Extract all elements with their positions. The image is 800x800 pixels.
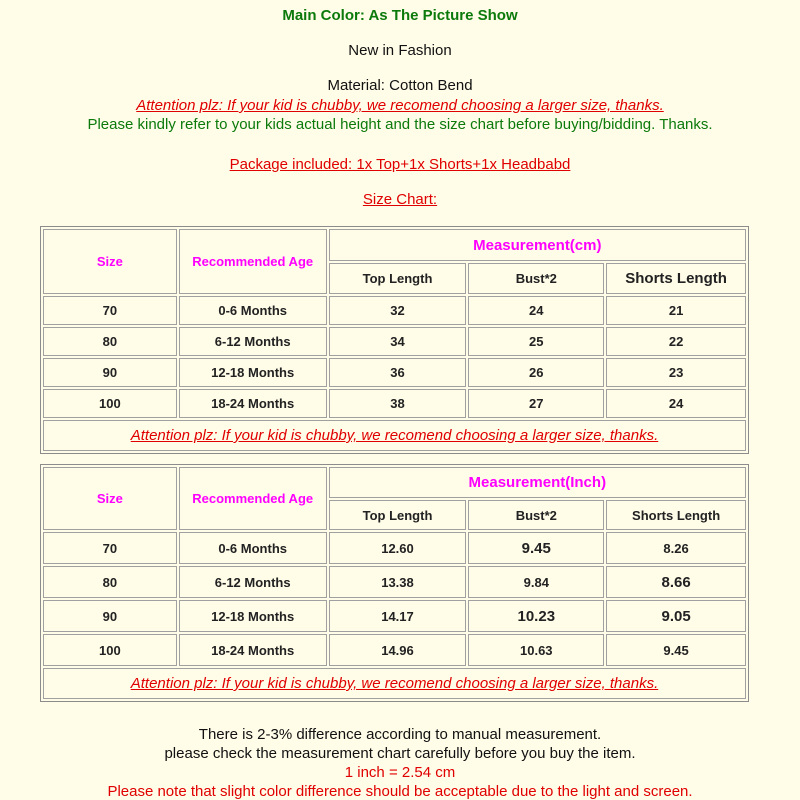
- column-header-top-length: Top Length: [329, 263, 467, 294]
- top-length-cell: 34: [329, 327, 467, 356]
- measurement-cm-header: Measurement(cm): [329, 229, 746, 261]
- size-header: Size: [43, 467, 177, 530]
- package-included-line: Package included: 1x Top+1x Shorts+1x Headbabd: [229, 156, 571, 173]
- shorts-length-cell: 8.66: [606, 566, 746, 598]
- attention-note-inch: Attention plz: If your kid is chubby, we recomend choosing a larger size, thanks.: [43, 668, 746, 699]
- top-length-cell: 14.17: [329, 600, 467, 632]
- age-cell: 0-6 Months: [179, 296, 327, 325]
- table-row: [43, 532, 746, 564]
- recommended-age-header: Recommended Age: [179, 467, 327, 530]
- inch-conversion-line: 1 inch = 2.54 cm: [344, 764, 456, 781]
- size-cell: 70: [43, 296, 177, 325]
- bust-cell: 24: [468, 296, 604, 325]
- main-color-line: Main Color: As The Picture Show: [282, 7, 518, 24]
- age-cell: 0-6 Months: [179, 532, 327, 564]
- size-table-inch: [40, 464, 749, 702]
- size-cell: 100: [43, 389, 177, 418]
- size-cell: 100: [43, 634, 177, 666]
- bust-cell: 25: [468, 327, 604, 356]
- table-row: [43, 296, 746, 325]
- table-row: [43, 566, 746, 598]
- measurement-inch-header: Measurement(Inch): [329, 467, 746, 498]
- age-cell: 12-18 Months: [179, 600, 327, 632]
- size-cell: 80: [43, 566, 177, 598]
- table-row: [43, 634, 746, 666]
- age-cell: 18-24 Months: [179, 634, 327, 666]
- attention-line: Attention plz: If your kid is chubby, we recomend choosing a larger size, thanks.: [136, 97, 664, 114]
- attention-note-cm: Attention plz: If your kid is chubby, we recomend choosing a larger size, thanks.: [43, 420, 746, 451]
- shorts-length-cell: 21: [606, 296, 746, 325]
- size-chart-title: Size Chart:: [362, 191, 438, 208]
- column-header-shorts-length: Shorts Length: [606, 263, 746, 294]
- shorts-length-cell: 9.45: [606, 634, 746, 666]
- size-cell: 80: [43, 327, 177, 356]
- size-table-cm: [40, 226, 749, 454]
- top-length-cell: 38: [329, 389, 467, 418]
- table-row: [43, 358, 746, 387]
- top-length-cell: 14.96: [329, 634, 467, 666]
- size-cell: 70: [43, 532, 177, 564]
- size-cell: 90: [43, 600, 177, 632]
- column-header-shorts-length: Shorts Length: [606, 500, 746, 530]
- bust-cell: 27: [468, 389, 604, 418]
- material-line: Material: Cotton Bend: [327, 77, 473, 94]
- age-cell: 6-12 Months: [179, 566, 327, 598]
- top-length-cell: 32: [329, 296, 467, 325]
- age-cell: 12-18 Months: [179, 358, 327, 387]
- bust-cell: 9.45: [468, 532, 604, 564]
- refer-size-chart-line: Please kindly refer to your kids actual height and the size chart before buying/bidding. Thanks.: [87, 116, 713, 133]
- bust-cell: 9.84: [468, 566, 604, 598]
- shorts-length-cell: 22: [606, 327, 746, 356]
- shorts-length-cell: 9.05: [606, 600, 746, 632]
- color-difference-note: Please note that slight color difference should be acceptable due to the light and screen.: [107, 783, 693, 800]
- recommended-age-header: Recommended Age: [179, 229, 327, 294]
- shorts-length-cell: 8.26: [606, 532, 746, 564]
- table-row: [43, 389, 746, 418]
- bust-cell: 10.23: [468, 600, 604, 632]
- column-header-bust: Bust*2: [468, 263, 604, 294]
- top-length-cell: 12.60: [329, 532, 467, 564]
- column-header-top-length: Top Length: [329, 500, 467, 530]
- new-in-fashion-line: New in Fashion: [348, 42, 452, 59]
- table-row: [43, 600, 746, 632]
- measurement-difference-line: There is 2-3% difference according to manual measurement.: [198, 726, 602, 743]
- size-header: Size: [43, 229, 177, 294]
- size-cell: 90: [43, 358, 177, 387]
- bust-cell: 26: [468, 358, 604, 387]
- age-cell: 6-12 Months: [179, 327, 327, 356]
- table-row: [43, 327, 746, 356]
- age-cell: 18-24 Months: [179, 389, 327, 418]
- shorts-length-cell: 23: [606, 358, 746, 387]
- top-length-cell: 36: [329, 358, 467, 387]
- column-header-bust: Bust*2: [468, 500, 604, 530]
- top-length-cell: 13.38: [329, 566, 467, 598]
- bust-cell: 10.63: [468, 634, 604, 666]
- shorts-length-cell: 24: [606, 389, 746, 418]
- check-chart-line: please check the measurement chart carefully before you buy the item.: [164, 745, 636, 762]
